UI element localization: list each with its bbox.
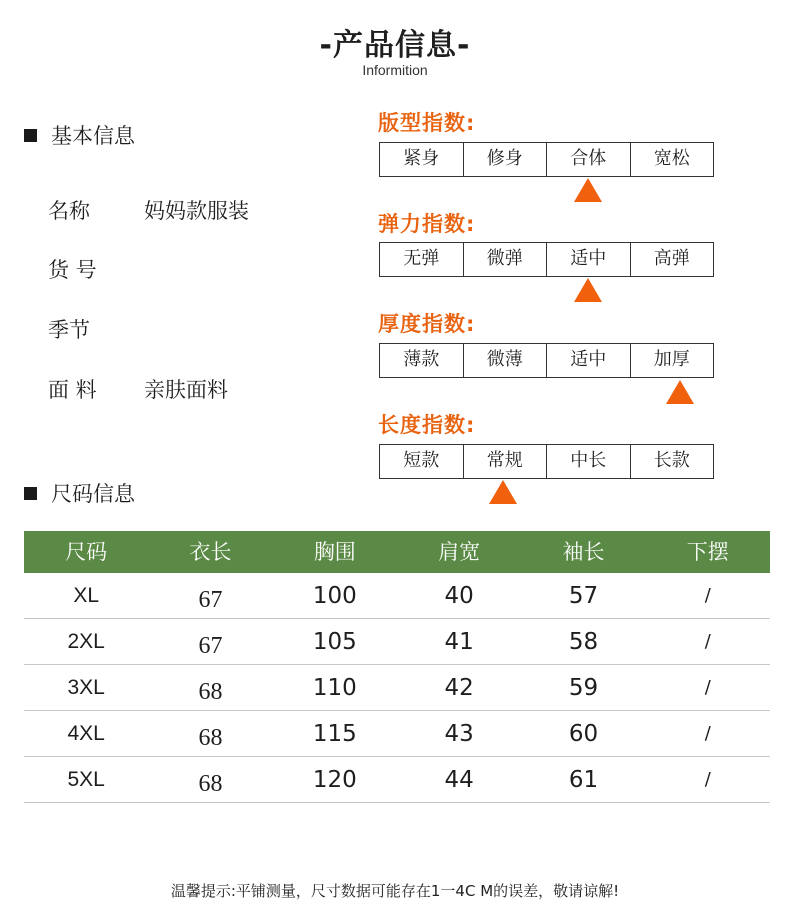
scale-option: 无弹	[380, 243, 464, 276]
scale-option: 紧身	[380, 143, 464, 176]
table-cell: /	[704, 723, 711, 744]
table-cell: 100	[312, 583, 357, 609]
scale-option: 修身	[464, 143, 548, 176]
scale-option: 微薄	[464, 344, 548, 377]
scale-option: 适中	[547, 344, 631, 377]
info-row-name	[48, 195, 249, 225]
length-index-scale	[379, 444, 714, 479]
page-title: -产品信息-	[319, 28, 471, 63]
table-row	[24, 619, 770, 665]
scale-option: 高弹	[653, 248, 690, 269]
column-header: 下摆	[686, 540, 729, 564]
scale-option: 中长	[547, 445, 631, 478]
square-bullet-icon	[24, 487, 37, 500]
length-index-title: 长度指数:	[378, 413, 476, 437]
table-cell: /	[704, 677, 711, 698]
scale-option: 微弹	[464, 243, 548, 276]
triangle-marker-icon	[489, 480, 517, 504]
table-row	[24, 573, 770, 619]
table-cell: 105	[312, 629, 357, 655]
table-cell: 68	[198, 679, 223, 705]
table-cell: 57	[568, 583, 599, 609]
scale-option: 宽松	[653, 148, 690, 169]
table-cell: 110	[312, 675, 357, 701]
size-info-heading	[24, 478, 135, 508]
table-cell: 2XL	[67, 630, 105, 653]
table-cell: 43	[444, 721, 474, 747]
table-cell: /	[704, 769, 711, 790]
table-cell: /	[704, 585, 711, 606]
page-subtitle: Informition	[362, 62, 428, 78]
info-row-season	[48, 314, 144, 344]
info-row-fabric	[48, 374, 228, 404]
fit-index-title: 版型指数:	[378, 111, 476, 135]
square-bullet-icon	[24, 129, 37, 142]
table-cell: 61	[568, 767, 599, 793]
scale-option: 长款	[653, 450, 690, 471]
size-table	[24, 531, 770, 803]
size-info-heading-label: 尺码信息	[51, 482, 135, 506]
info-value: 妈妈款服装	[144, 199, 249, 223]
info-label: 货 号	[48, 258, 97, 282]
table-cell: 115	[312, 721, 357, 747]
fit-index-scale	[379, 142, 714, 177]
scale-option: 加厚	[653, 349, 690, 370]
table-cell: 5XL	[67, 768, 105, 791]
triangle-marker-icon	[574, 278, 602, 302]
table-cell: 40	[444, 583, 474, 609]
basic-info-heading	[24, 120, 135, 150]
table-cell: 3XL	[67, 676, 105, 699]
table-cell: 59	[568, 675, 599, 701]
table-row	[24, 711, 770, 757]
scale-option: 薄款	[380, 344, 464, 377]
table-cell: 4XL	[67, 722, 105, 745]
elasticity-index-title: 弹力指数:	[378, 212, 476, 236]
table-cell: 42	[444, 675, 474, 701]
column-header: 胸围	[313, 540, 356, 564]
column-header: 袖长	[562, 540, 605, 564]
info-label: 面 料	[48, 378, 97, 402]
triangle-marker-icon	[666, 380, 694, 404]
scale-option: 常规	[464, 445, 548, 478]
table-row	[24, 665, 770, 711]
scale-option: 合体	[547, 143, 631, 176]
column-header: 尺码	[65, 540, 108, 564]
table-cell: 44	[444, 767, 474, 793]
table-cell: 41	[444, 629, 474, 655]
column-header: 衣长	[189, 540, 232, 564]
footnote: 温馨提示:平铺测量，尺寸数据可能存在1一4C M的误差，敬请谅解!	[170, 882, 620, 900]
basic-info-heading-label: 基本信息	[51, 124, 135, 148]
table-cell: 68	[198, 725, 223, 751]
triangle-marker-icon	[574, 178, 602, 202]
info-row-item-number	[48, 254, 144, 284]
thickness-index-title: 厚度指数:	[378, 312, 476, 336]
column-header: 肩宽	[438, 540, 481, 564]
elasticity-index-scale	[379, 242, 714, 277]
table-cell: 68	[198, 771, 223, 797]
table-cell: 67	[198, 587, 223, 613]
table-cell: 60	[568, 721, 599, 747]
info-value: 亲肤面料	[144, 378, 228, 402]
table-cell: 58	[568, 629, 599, 655]
table-cell: 120	[312, 767, 357, 793]
size-table-header	[24, 531, 770, 573]
scale-option: 适中	[547, 243, 631, 276]
info-label: 季节	[48, 318, 90, 342]
thickness-index-scale	[379, 343, 714, 378]
table-cell: /	[704, 631, 711, 652]
scale-option: 短款	[380, 445, 464, 478]
table-cell: 67	[198, 633, 223, 659]
table-cell: XL	[73, 584, 99, 607]
table-row	[24, 757, 770, 803]
info-label: 名称	[48, 199, 90, 223]
